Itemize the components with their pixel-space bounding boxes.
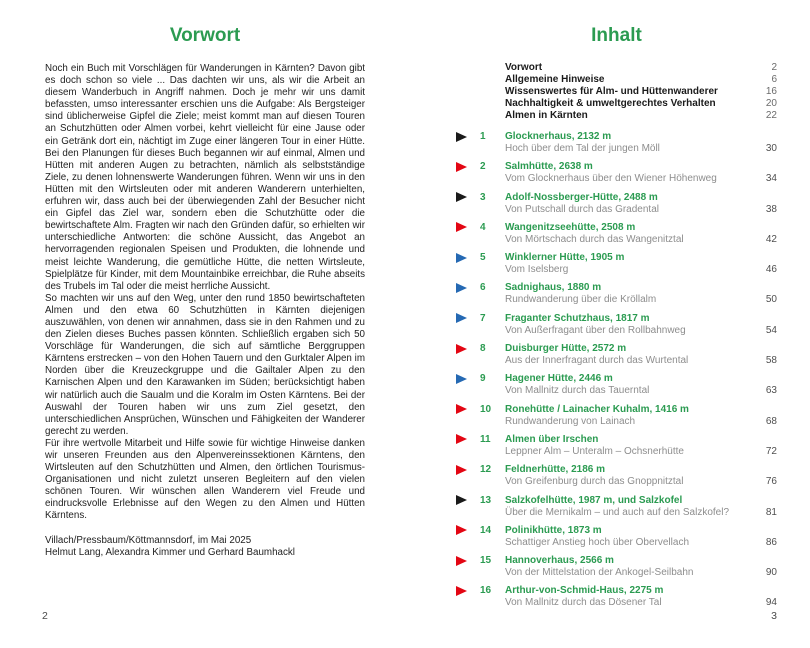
tour-page-number: 30 — [765, 143, 777, 154]
toc-tour-entry — [456, 313, 777, 337]
toc-entry-label: Nachhaltigkeit & umweltgerechtes Verhalten — [505, 98, 716, 109]
tour-number: 12 — [480, 464, 492, 476]
tour-title: Wangenitzseehütte, 2508 m — [505, 221, 636, 233]
toc-tour-entry — [456, 404, 777, 428]
tour-arrow-icon — [456, 404, 467, 414]
tour-title: Sadnighaus, 1880 m — [505, 282, 602, 294]
tour-subtitle: Von Mörtschach durch das Wangenitztal — [505, 233, 684, 245]
tour-subtitle: Über die Mernikalm – und auch auf den Salzkofel? — [505, 506, 730, 518]
tour-arrow-icon — [456, 313, 467, 323]
toc-tour-entry — [456, 131, 777, 155]
tour-text — [505, 252, 777, 276]
toc-tour-entry — [456, 525, 777, 549]
tour-page-number: 42 — [765, 233, 777, 245]
tour-subline — [505, 143, 777, 155]
tour-number: 16 — [480, 585, 492, 597]
tour-title: Hannoverhaus, 2566 m — [505, 555, 614, 567]
tour-number: 9 — [480, 373, 486, 385]
tour-number: 5 — [480, 252, 486, 264]
tour-subtitle: Aus der Innerfragant durch das Wurtental — [505, 355, 689, 367]
toc-front-matter-row — [505, 98, 777, 110]
tour-arrow-icon — [456, 162, 467, 172]
tour-title: Feldnerhütte, 2186 m — [505, 464, 606, 476]
toc-front-matter-row — [505, 62, 777, 74]
tour-number: 10 — [480, 403, 492, 415]
tour-title: Ronehütte / Lainacher Kuhalm, 1416 m — [505, 403, 689, 415]
tour-number: 13 — [480, 494, 492, 506]
tour-subtitle: Rundwanderung von Lainach — [505, 415, 636, 427]
tour-text — [505, 555, 777, 579]
tour-arrow-icon — [456, 283, 467, 293]
tour-arrow-icon — [456, 192, 467, 202]
tour-subline — [505, 567, 777, 579]
tour-number: 14 — [480, 524, 492, 536]
toc-tour-entry — [456, 282, 777, 306]
signature-block — [45, 535, 365, 560]
table-of-contents — [456, 62, 777, 609]
tour-page-number: 50 — [765, 294, 777, 306]
tour-text — [505, 585, 777, 609]
toc-tour-entry — [456, 192, 777, 216]
toc-tour-list — [456, 131, 777, 609]
vorwort-body — [45, 63, 365, 523]
tour-text — [505, 192, 777, 216]
tour-text — [505, 222, 777, 246]
tour-title: Fraganter Schutzhaus, 1817 m — [505, 312, 650, 324]
tour-subline — [505, 294, 777, 306]
tour-subtitle: Von Mallnitz durch das Dösener Tal — [505, 597, 662, 609]
inhalt-page — [405, 0, 810, 648]
tour-number: 4 — [480, 221, 486, 233]
toc-entry-page-number: 16 — [765, 86, 777, 97]
tour-text — [505, 373, 777, 397]
tour-subtitle: Von Greifenburg durch das Gnoppnitztal — [505, 476, 684, 488]
toc-front-matter-row — [505, 86, 777, 98]
toc-tour-entry — [456, 495, 777, 519]
tour-number: 11 — [480, 433, 491, 445]
toc-front-matter — [505, 62, 777, 122]
tour-subline — [505, 507, 777, 519]
tour-text — [505, 161, 777, 185]
tour-text — [505, 495, 777, 519]
toc-entry-label: Vorwort — [505, 62, 543, 73]
vorwort-paragraph-3: Für ihre wertvolle Mitarbeit und Hilfe sowie für wichtige Hinweise danken wir unseren Freunden aus den Alpenvereinssektionen Kärntens, den Wirtsleuten auf den Schutzhütten und Almen, den örtlichen Tourismus-Organisationen und nicht zuletzt unseren Begleitern auf den vielen schönen Touren. Wir wünschen allen Wanderern viel Freude und eindrucksvolle Erlebnisse auf den Wegen zu den Almen und Hütten Kärntens. — [45, 437, 365, 522]
tour-subline — [505, 446, 777, 458]
tour-page-number: 81 — [765, 506, 777, 518]
toc-entry-label: Almen in Kärnten — [505, 110, 588, 121]
toc-tour-entry — [456, 585, 777, 609]
vorwort-paragraph-2: So machten wir uns auf den Weg, unter den rund 1850 bewirtschafteten Almen und den etwa 60 Schutzhütten in Kärnten diejenigen auszuwählen, von denen wir annahmen, dass sie in den Rahmen und zu den Zielen dieses Buches passen könnten. Schließlich ergaben sich 50 Vorschläge für Wanderungen, die sich auf sämtliche Berggruppen Kärntens erstrecken – von den Hohen Tauern und den Gurktaler Alpen im Norden über die Kreuzeckgruppe und die Gailtaler Alpen zu den Karnischen Alpen und den Karawanken im Süden; berücksichtigt haben wir natürlich auch die Saualm und die Koralm im Osten Kärntens. Bei der Auswahl der Touren haben wir uns zum Ziel gesetzt, den unterschiedlichen Ansprüchen, Wünschen und Fähigkeiten der Wanderer gerecht zu werden. — [45, 292, 365, 437]
toc-tour-entry — [456, 343, 777, 367]
tour-subtitle: Von Putschall durch das Gradental — [505, 203, 659, 215]
tour-arrow-icon — [456, 253, 467, 263]
tour-subtitle: Hoch über dem Tal der jungen Möll — [505, 143, 660, 154]
tour-arrow-icon — [456, 465, 467, 475]
toc-entry-label: Wissenswertes für Alm- und Hüttenwanderer — [505, 86, 718, 97]
vorwort-heading: Vorwort — [169, 25, 241, 46]
toc-tour-entry — [456, 252, 777, 276]
tour-subline — [505, 264, 777, 276]
tour-subline — [505, 355, 777, 367]
tour-page-number: 76 — [765, 476, 777, 488]
tour-page-number: 58 — [765, 355, 777, 367]
tour-subtitle: Vom Glocknerhaus über den Wiener Höhenweg — [505, 173, 717, 185]
tour-page-number: 86 — [765, 536, 777, 548]
tour-text — [505, 464, 777, 488]
tour-subtitle: Leppner Alm – Unteralm – Ochsnerhütte — [505, 445, 684, 457]
toc-entry-label: Allgemeine Hinweise — [505, 74, 605, 85]
toc-tour-entry — [456, 222, 777, 246]
toc-tour-entry — [456, 555, 777, 579]
tour-number: 8 — [480, 343, 486, 355]
tour-subline — [505, 476, 777, 488]
tour-text — [505, 404, 777, 428]
signature-authors: Helmut Lang, Alexandra Kimmer und Gerhard Baumhackl — [45, 546, 295, 558]
tour-number: 15 — [480, 555, 492, 567]
signature-place-date: Villach/Pressbaum/Köttmannsdorf, im Mai 2025 — [45, 534, 252, 546]
tour-page-number: 63 — [765, 385, 777, 397]
toc-entry-page-number: 6 — [771, 74, 777, 85]
tour-subtitle: Rundwanderung über die Kröllalm — [505, 294, 657, 306]
tour-number: 7 — [480, 312, 486, 324]
tour-number: 1 — [480, 131, 486, 142]
tour-subline — [505, 325, 777, 337]
toc-tour-entry — [456, 464, 777, 488]
tour-subtitle: Von Mallnitz durch das Tauerntal — [505, 385, 650, 397]
page-number-right: 3 — [771, 610, 777, 622]
tour-title: Salzkofelhütte, 1987 m, und Salzkofel — [505, 494, 683, 506]
tour-number: 6 — [480, 282, 486, 294]
tour-page-number: 46 — [765, 264, 777, 276]
tour-title: Winklerner Hütte, 1905 m — [505, 252, 625, 264]
tour-subtitle: Vom Iselsberg — [505, 264, 569, 276]
tour-page-number: 72 — [765, 445, 777, 457]
tour-subline — [505, 204, 777, 216]
tour-page-number: 94 — [765, 597, 777, 609]
vorwort-paragraph-1: Noch ein Buch mit Vorschlägen für Wanderungen in Kärnten? Davon gibt es doch schon so viele ... Das dachten wir uns, als wir die Arbeit an diesem Wanderbuch in Angriff nahmen. Doch je mehr wir uns damit befassten, umso interessanter erschien uns die Aufgabe: Als Bergsteiger sind üblicherweise Gipfel die Ziele; meist kommt man auf diesen Touren an Schutzhütten oder Almen vorbei, kehrt vielleicht für eine Jause oder ein Getränk dort ein, nächtigt im Zuge einer längeren Tour in einer Hütte. Bei den Planungen für dieses Buch begannen wir auf einmal, Almen und Hütten mit anderen Augen zu betrachten, nämlich als selbstständige Ziele, zu denen lohnenswerte Wanderungen führen. Wenn wir uns in den Hütten mit den Wirtsleuten oder mit anderen Wanderern unterhielten, erfuhren wir, dass auch bei der überwiegenden Zahl der Besucher nicht ein Gipfel das Ziel war, sondern eben die Schutzhütte oder die bewirtschaftete Alm. Fragten wir nach den Gründen dafür, so erhielten wir unterschiedliche Antworten: die schöne Aussicht, das Angebot an hervorragenden regionalen Speisen und Produkten, die lohnende und meist leichte Wanderung, die gemütliche Hütte, die netten Wirtsleute, Spielplätze für Kinder, mit dem Mountainbike erreichbar, die Ruhe abseits des Trubels im Tal oder die meist herrliche Aussicht. — [45, 63, 365, 292]
tour-page-number: 68 — [765, 415, 777, 427]
tour-title: Salmhütte, 2638 m — [505, 161, 593, 173]
tour-arrow-icon — [456, 586, 467, 596]
tour-arrow-icon — [456, 344, 467, 354]
tour-subline — [505, 597, 777, 609]
toc-front-matter-row — [505, 74, 777, 86]
toc-entry-page-number: 20 — [765, 98, 777, 109]
tour-title: Arthur-von-Schmid-Haus, 2275 m — [505, 585, 664, 597]
tour-subline — [505, 385, 777, 397]
tour-arrow-icon — [456, 525, 467, 535]
inhalt-heading: Inhalt — [591, 25, 642, 46]
toc-tour-entry — [456, 373, 777, 397]
tour-arrow-icon — [456, 374, 467, 384]
tour-arrow-icon — [456, 495, 467, 505]
tour-text — [505, 282, 777, 306]
tour-text — [505, 525, 777, 549]
toc-tour-entry — [456, 434, 777, 458]
tour-title: Adolf-Nossberger-Hütte, 2488 m — [505, 191, 658, 203]
tour-subtitle: Schattiger Anstieg hoch über Obervellach — [505, 536, 689, 548]
tour-arrow-icon — [456, 132, 467, 142]
tour-text — [505, 434, 777, 458]
page-number-left: 2 — [42, 610, 48, 622]
toc-front-matter-row — [505, 110, 777, 122]
tour-text — [505, 343, 777, 367]
tour-text — [505, 313, 777, 337]
tour-title: Hagener Hütte, 2446 m — [505, 373, 613, 385]
tour-title: Polinikhütte, 1873 m — [505, 524, 602, 536]
tour-page-number: 54 — [765, 324, 777, 336]
tour-title: Almen über Irschen — [505, 433, 599, 445]
tour-page-number: 34 — [765, 173, 777, 185]
toc-entry-page-number: 2 — [771, 62, 777, 73]
tour-subtitle: Von der Mittelstation der Ankogel-Seilbahn — [505, 567, 694, 579]
toc-entry-page-number: 22 — [765, 110, 777, 121]
tour-title: Duisburger Hütte, 2572 m — [505, 343, 627, 355]
tour-subline — [505, 416, 777, 428]
tour-page-number: 38 — [765, 203, 777, 215]
tour-arrow-icon — [456, 434, 467, 444]
tour-subtitle: Von Außerfragant über den Rollbahnweg — [505, 324, 686, 336]
tour-text — [505, 131, 777, 155]
tour-subline — [505, 234, 777, 246]
tour-subline — [505, 173, 777, 185]
toc-tour-entry — [456, 161, 777, 185]
tour-number: 2 — [480, 161, 486, 173]
tour-page-number: 90 — [765, 567, 777, 579]
tour-number: 3 — [480, 191, 486, 203]
tour-title: Glocknerhaus, 2132 m — [505, 131, 612, 142]
tour-subline — [505, 537, 777, 549]
tour-arrow-icon — [456, 222, 467, 232]
tour-arrow-icon — [456, 556, 467, 566]
